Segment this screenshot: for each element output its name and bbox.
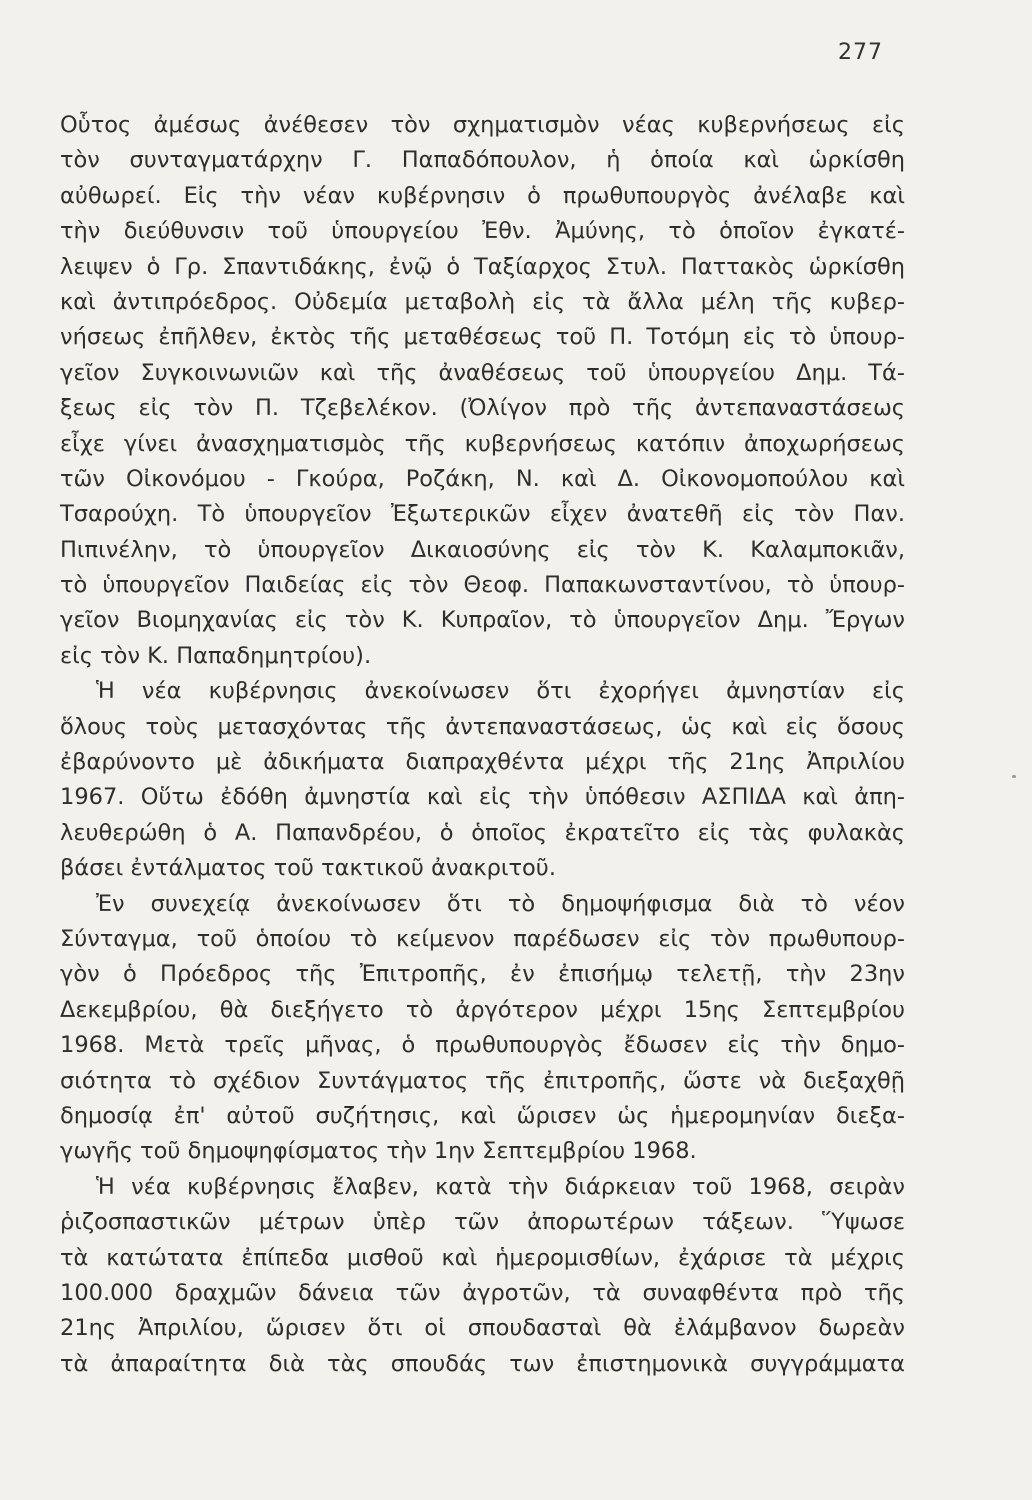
scan-speck <box>1012 775 1016 778</box>
text-line: Ἡ νέα κυβέρνησις ἀνεκοίνωσεν ὅτι ἐχορήγει ἀμνηστίαν εἰς <box>96 678 905 705</box>
text-line: εἶχε γίνει ἀνασχηματισμὸς τῆς κυβερνήσεως κατόπιν ἀποχωρήσεως <box>60 430 905 457</box>
text-line: Ἐν συνεχείᾳ ἀνεκοίνωσεν ὅτι τὸ δημοψήφισμα διὰ τὸ νέον <box>96 890 905 917</box>
text-line: ὅλους τοὺς μετασχόντας τῆς ἀντεπαναστάσεως, ὡς καὶ εἰς ὅσους <box>60 713 905 740</box>
text-line: 1968. Μετὰ τρεῖς μῆνας, ὁ πρωθυπουργὸς ἔδωσεν εἰς τὴν δημο- <box>60 1032 905 1059</box>
text-line: ξεως εἰς τὸν Π. Τζεβελέκον. (Ὀλίγον πρὸ τῆς ἀντεπαναστάσεως <box>60 395 905 422</box>
text-line: 100.000 δραχμῶν δάνεια τῶν ἀγροτῶν, τὰ συναφθέντα πρὸ τῆς <box>60 1279 905 1306</box>
text-line: Δεκεμβρίου, θὰ διεξήγετο τὸ ἀργότερον μέχρι 15ης Σεπτεμβρίου <box>60 996 905 1023</box>
text-line: 1967. Οὕτω ἐδόθη ἀμνηστία καὶ εἰς τὴν ὑπόθεσιν ΑΣΠΙΔΑ καὶ ἀπη- <box>60 784 905 811</box>
text-line: γωγῆς τοῦ δημοψηφίσματος τὴν 1ην Σεπτεμβρίου 1968. <box>60 1138 697 1165</box>
text-line: λευθερώθη ὁ Α. Παπανδρέου, ὁ ὁποῖος ἐκρατεῖτο εἰς τὰς φυλακὰς <box>60 819 905 846</box>
text-line: ῥιζοσπαστικῶν μέτρων ὑπὲρ τῶν ἀπορωτέρων τάξεων. Ὕψωσε <box>60 1209 905 1236</box>
text-line: Τσαρούχη. Τὸ ὑπουργεῖον Ἐξωτερικῶν εἶχεν ἀνατεθῆ εἰς τὸν Παν. <box>60 501 905 528</box>
text-line: Ἡ νέα κυβέρνησις ἔλαβεν, κατὰ τὴν διάρκειαν τοῦ 1968, σειρὰν <box>96 1173 905 1200</box>
text-line: τὰ κατώτατα ἐπίπεδα μισθοῦ καὶ ἡμερομισθίων, ἐχάρισε τὰ μέχρις <box>60 1244 905 1271</box>
text-line: Πιπινέλην, τὸ ὑπουργεῖον Δικαιοσύνης εἰς τὸν Κ. Καλαμποκιᾶν, <box>60 536 905 563</box>
text-line: αὐθωρεί. Εἰς τὴν νέαν κυβέρνησιν ὁ πρωθυπουργὸς ἀνέλαβε καὶ <box>60 182 905 209</box>
text-line: νήσεως ἐπῆλθεν, ἐκτὸς τῆς μεταθέσεως τοῦ Π. Τοτόμη εἰς τὸ ὑπουρ- <box>60 324 905 351</box>
text-line: Σύνταγμα, τοῦ ὁποίου τὸ κείμενον παρέδωσεν εἰς τὸν πρωθυπουρ- <box>60 925 905 952</box>
text-line: σιότητα τὸ σχέδιον Συντάγματος τῆς ἐπιτροπῆς, ὥστε νὰ διεξαχθῇ <box>60 1067 905 1094</box>
text-line: εἰς τὸν Κ. Παπαδημητρίου). <box>60 642 372 669</box>
text-line: 21ης Ἀπριλίου, ὥρισεν ὅτι οἱ σπουδασταὶ θὰ ἐλάμβανον δωρεὰν <box>60 1315 905 1342</box>
text-line: Οὗτος ἀμέσως ἀνέθεσεν τὸν σχηματισμὸν νέας κυβερνήσεως εἰς <box>60 112 905 138</box>
text-line: τὰ ἀπαραίτητα διὰ τὰς σπουδάς των ἐπιστημονικὰ συγγράμματα <box>60 1350 905 1377</box>
text-line: γὸν ὁ Πρόεδρος τῆς Ἐπιτροπῆς, ἐν ἐπισήμῳ τελετῇ, τὴν 23ην <box>60 961 905 988</box>
text-line: δημοσίᾳ ἐπ' αὐτοῦ συζήτησις, καὶ ὥρισεν ὡς ἡμερομηνίαν διεξα- <box>60 1102 905 1129</box>
text-line: τὸ ὑπουργεῖον Παιδείας εἰς τὸν Θεοφ. Παπακωνσταντίνου, τὸ ὑπουρ- <box>60 572 905 599</box>
text-line: βάσει ἐντάλματος τοῦ τακτικοῦ ἀνακριτοῦ. <box>60 855 556 882</box>
page-number: 277 <box>838 40 883 65</box>
body-text <box>60 108 905 1382</box>
text-line: τῶν Οἰκονόμου - Γκούρα, Ροζάκη, Ν. καὶ Δ. Οἰκονομοπούλου καὶ <box>60 465 905 492</box>
text-line: γεῖον Συγκοινωνιῶν καὶ τῆς ἀναθέσεως τοῦ ὑπουργείου Δημ. Τά- <box>60 359 905 386</box>
text-line: καὶ ἀντιπρόεδρος. Οὐδεμία μεταβολὴ εἰς τὰ ἄλλα μέλη τῆς κυβερ- <box>60 288 905 315</box>
text-line: τὸν συνταγματάρχην Γ. Παπαδόπουλον, ἡ ὁποία καὶ ὡρκίσθη <box>60 147 905 174</box>
text-line: γεῖον Βιομηχανίας εἰς τὸν Κ. Κυπραῖον, τὸ ὑπουργεῖον Δημ. Ἔργων <box>60 607 905 634</box>
text-line: ἐβαρύνοντο μὲ ἀδικήματα διαπραχθέντα μέχρι τῆς 21ης Ἀπριλίου <box>60 749 905 776</box>
text-line: λειψεν ὁ Γρ. Σπαντιδάκης, ἐνῷ ὁ Ταξίαρχος Στυλ. Παττακὸς ὡρκίσθη <box>60 253 905 280</box>
text-line: τὴν διεύθυνσιν τοῦ ὑπουργείου Ἐθν. Ἀμύνης, τὸ ὁποῖον ἐγκατέ- <box>60 218 905 245</box>
